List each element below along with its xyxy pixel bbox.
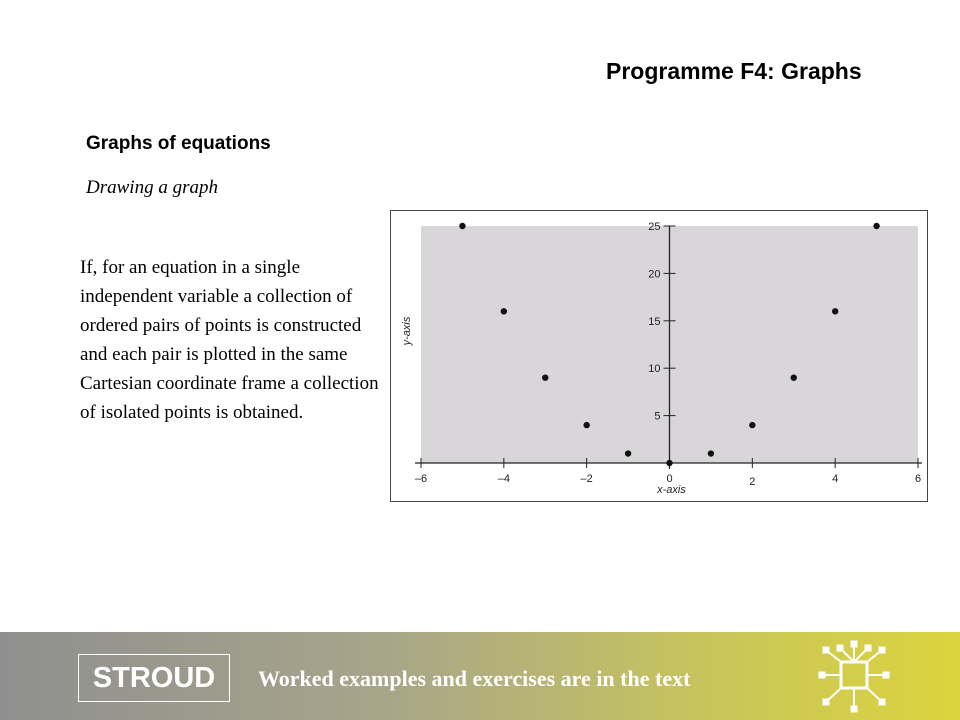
data-point (873, 223, 879, 229)
y-axis-label: y-axis (401, 316, 413, 346)
y-tick-label: 5 (654, 410, 661, 423)
scatter-chart (390, 210, 928, 502)
x-tick-label: –4 (497, 473, 510, 485)
x-tick-label: 0 (666, 473, 673, 485)
data-point (708, 450, 714, 456)
footer-note: Worked examples and exercises are in the text (258, 666, 691, 691)
data-point (501, 308, 507, 314)
y-tick-label: 20 (648, 268, 661, 281)
x-tick-label: 6 (914, 473, 922, 485)
section-subtitle: Drawing a graph (86, 177, 218, 198)
network-icon (816, 640, 892, 716)
x-tick-label: –6 (414, 473, 428, 485)
section-title: Graphs of equations (86, 133, 271, 154)
x-tick-label: 2 (749, 476, 756, 488)
y-tick-label: 15 (648, 315, 661, 328)
data-point (625, 450, 631, 456)
y-tick-label: 25 (648, 221, 661, 233)
footer-bar (0, 632, 960, 720)
data-point (791, 374, 797, 380)
data-point (459, 223, 465, 229)
data-point (749, 422, 755, 428)
data-point (583, 422, 589, 428)
x-axis-label: x-axis (657, 484, 686, 496)
body-paragraph: If, for an equation in a single independent variable a collection of ordered pairs of points is constructed and each pair is plotted in the same Cartesian coordinate frame a collection of isolated points is obtained. (80, 257, 379, 423)
programme-title: Programme F4: Graphs (606, 58, 862, 84)
y-tick-label: 10 (648, 363, 661, 376)
data-point (832, 308, 838, 314)
x-tick-label: –2 (580, 473, 593, 485)
stroud-logo: STROUD (78, 654, 230, 702)
data-point (542, 374, 548, 380)
data-point (666, 460, 672, 466)
chart-svg (391, 211, 929, 503)
x-tick-label: 4 (832, 473, 839, 485)
